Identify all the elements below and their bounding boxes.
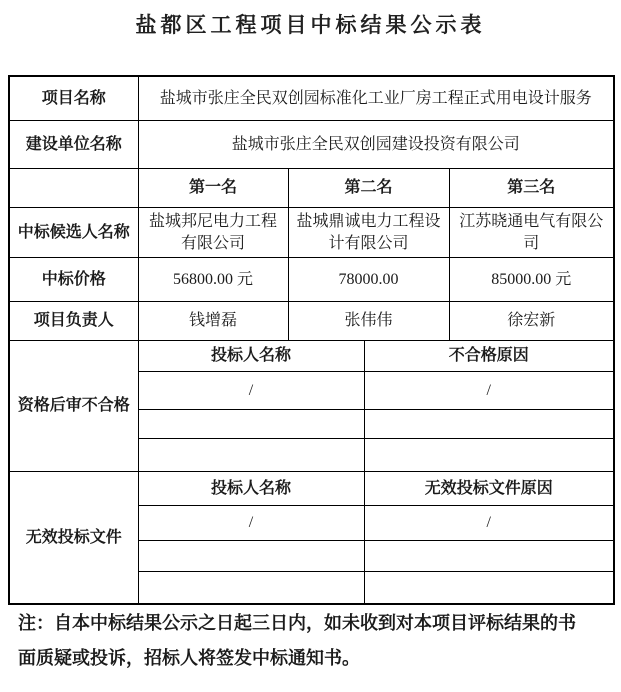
manager-3: 徐宏新 xyxy=(449,302,614,341)
qualification-bidder-header: 投标人名称 xyxy=(138,341,364,372)
rank-header-third: 第三名 xyxy=(449,169,614,208)
project-name-label: 项目名称 xyxy=(9,76,138,121)
candidate-2: 盐城鼎诚电力工程设计有限公司 xyxy=(288,208,449,258)
invalid-reason-2 xyxy=(364,541,614,572)
qualification-header-row xyxy=(9,341,614,372)
project-name-value: 盐城市张庄全民双创园标准化工业厂房工程正式用电设计服务 xyxy=(138,76,614,121)
prices-label: 中标价格 xyxy=(9,258,138,302)
candidate-1: 盐城邦尼电力工程有限公司 xyxy=(138,208,288,258)
qualification-bidder-2 xyxy=(138,410,364,439)
invalid-bidder-header: 投标人名称 xyxy=(138,472,364,506)
bid-results-table xyxy=(8,75,615,605)
qualification-bidder-3 xyxy=(138,439,364,472)
managers-row xyxy=(9,302,614,341)
qualification-reason-1: / xyxy=(364,372,614,410)
qualification-reason-3 xyxy=(364,439,614,472)
invalid-bidder-3 xyxy=(138,572,364,605)
qualification-reason-2 xyxy=(364,410,614,439)
manager-2: 张伟伟 xyxy=(288,302,449,341)
price-2: 78000.00 xyxy=(288,258,449,302)
qualification-section-label: 资格后审不合格 xyxy=(9,341,138,472)
invalid-reason-header: 无效投标文件原因 xyxy=(364,472,614,506)
candidates-row xyxy=(9,208,614,258)
qualification-bidder-1: / xyxy=(138,372,364,410)
qualification-reason-header: 不合格原因 xyxy=(364,341,614,372)
footer-note: 注：自本中标结果公示之日起三日内，如未收到对本项目评标结果的书面质疑或投诉，招标人将签发中标通知书。 xyxy=(18,613,576,668)
price-1: 56800.00 元 xyxy=(138,258,288,302)
owner-value: 盐城市张庄全民双创园建设投资有限公司 xyxy=(138,121,614,169)
rank-header-row xyxy=(9,169,614,208)
invalid-reason-1: / xyxy=(364,506,614,541)
invalid-header-row xyxy=(9,472,614,506)
rank-header-empty-cell xyxy=(9,169,138,208)
candidates-label: 中标候选人名称 xyxy=(9,208,138,258)
prices-row xyxy=(9,258,614,302)
invalid-reason-3 xyxy=(364,572,614,605)
owner-label: 建设单位名称 xyxy=(9,121,138,169)
invalid-bidder-2 xyxy=(138,541,364,572)
price-3: 85000.00 元 xyxy=(449,258,614,302)
page-title: 盐都区工程项目中标结果公示表 xyxy=(135,13,486,37)
project-name-row xyxy=(9,76,614,121)
invalid-section-label: 无效投标文件 xyxy=(9,472,138,605)
invalid-bidder-1: / xyxy=(138,506,364,541)
owner-row xyxy=(9,121,614,169)
rank-header-second: 第二名 xyxy=(288,169,449,208)
candidate-3: 江苏晓通电气有限公司 xyxy=(449,208,614,258)
rank-header-first: 第一名 xyxy=(138,169,288,208)
managers-label: 项目负责人 xyxy=(9,302,138,341)
manager-1: 钱增磊 xyxy=(138,302,288,341)
